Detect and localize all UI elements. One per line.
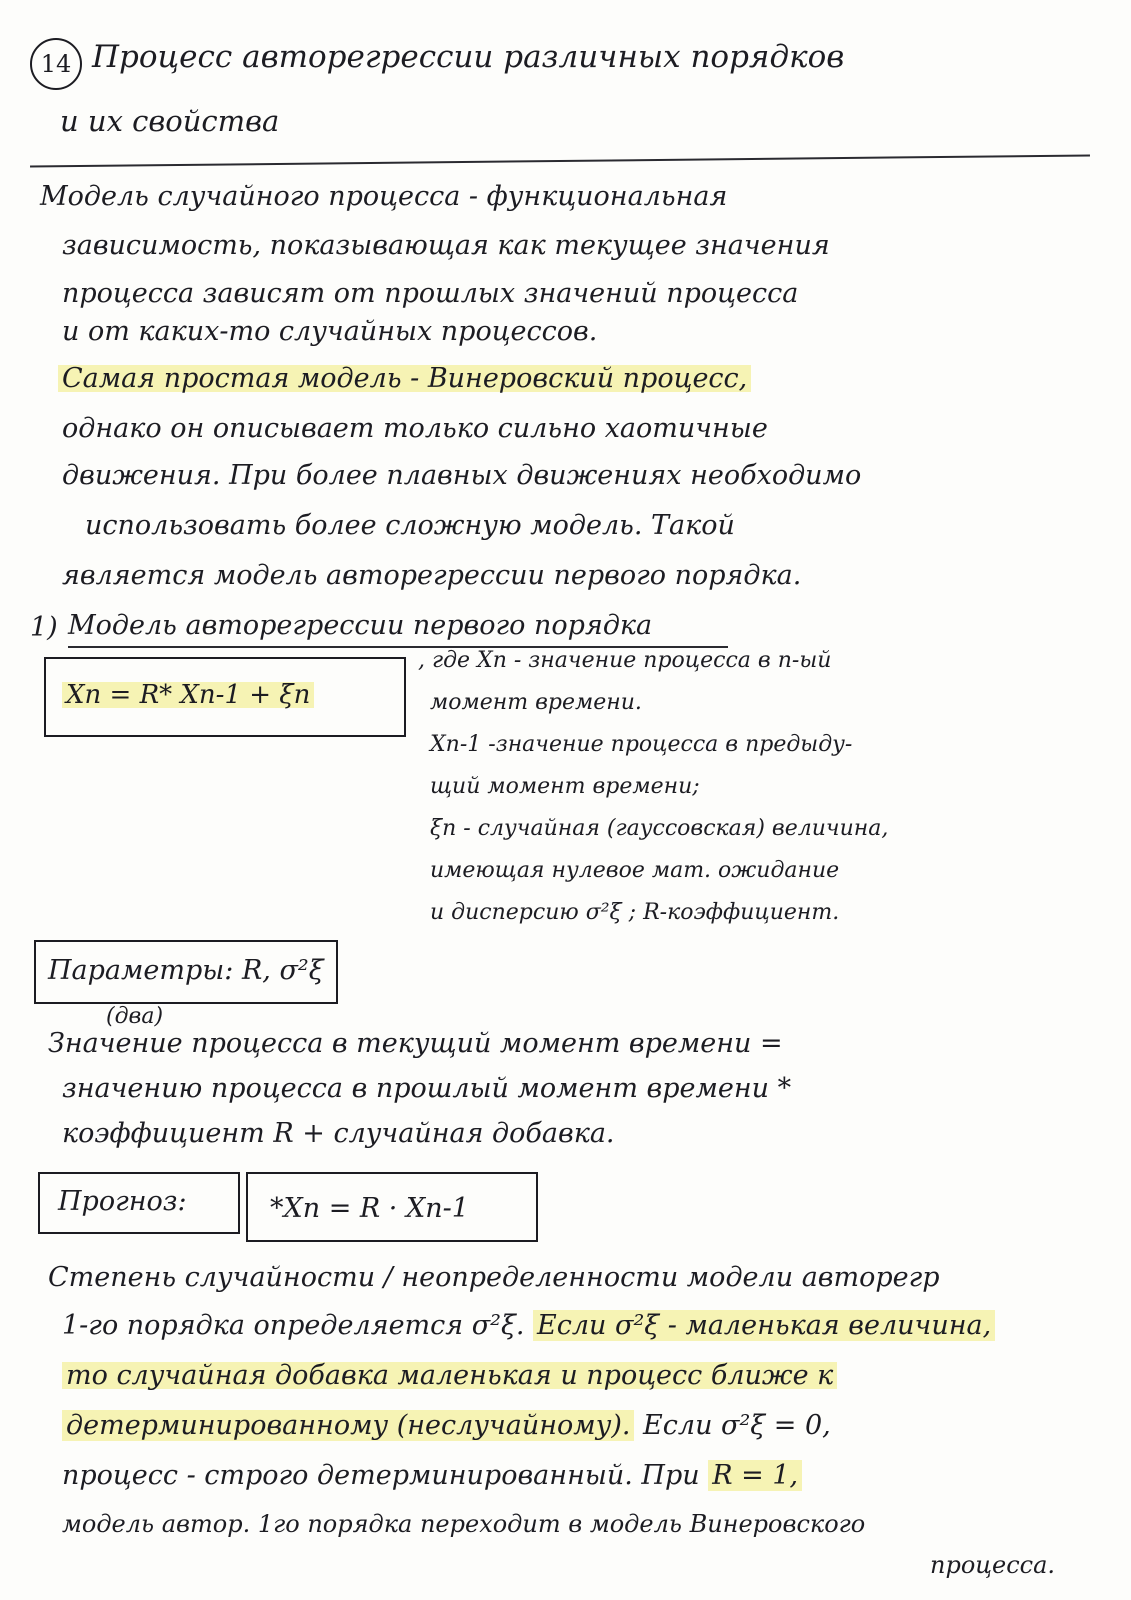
conclusion-line-6: модель автор. 1го порядка переходит в модель Винеровского	[62, 1510, 866, 1538]
conclusion-line-1: Степень случайности / неопределенности модели авторегр	[48, 1262, 940, 1293]
intro-line-4: и от каких-то случайных процессов.	[62, 316, 598, 347]
conclusion-line-5a: процесс - строго детерминированный. При	[62, 1460, 709, 1491]
ar1-desc-line-7: и дисперсию σ²ξ ; R-коэффициент.	[430, 900, 840, 925]
conclusion-line-2b: Если σ²ξ - маленькая величина,	[533, 1310, 995, 1341]
intro-line-3: процесса зависят от прошлых значений процесса	[62, 278, 799, 309]
ar1-desc-line-3: Xn-1 -значение процесса в предыду-	[430, 732, 853, 757]
params-label: Параметры: R, σ²ξ	[48, 955, 324, 986]
params-line-2: значению процесса в прошлый момент времени *	[62, 1073, 792, 1104]
ar1-formula: Xn = R* Xn-1 + ξn	[62, 682, 314, 708]
conclusion-line-3: то случайная добавка маленькая и процесс ближе к	[62, 1362, 837, 1389]
intro-line-9: является модель авторегрессии первого порядка.	[62, 560, 802, 591]
title-underline	[30, 154, 1090, 167]
conclusion-line-5	[62, 1462, 802, 1489]
conclusion-line-4	[62, 1412, 831, 1439]
conclusion-line-2	[62, 1312, 995, 1339]
intro-line-1: Модель случайного процесса - функциональная	[40, 181, 728, 212]
ar1-desc-line-6: имеющая нулевое мат. ожидание	[430, 858, 840, 883]
conclusion-line-4b: Если σ²ξ = 0,	[634, 1410, 831, 1441]
conclusion-line-2a: 1-го порядка определяется σ²ξ.	[62, 1310, 534, 1341]
section-title-line1: Процесс авторегрессии различных порядков	[92, 39, 845, 75]
intro-line-6: однако он описывает только сильно хаотичные	[62, 413, 768, 444]
intro-line-2: зависимость, показывающая как текущее значения	[62, 230, 830, 261]
forecast-label: Прогноз:	[58, 1186, 187, 1217]
conclusion-line-5b: R = 1,	[708, 1460, 802, 1491]
forecast-formula: *Xn = R · Xn-1	[270, 1193, 469, 1224]
ar1-desc-line-2: момент времени.	[430, 690, 642, 715]
intro-line-5: Самая простая модель - Винеровский процесс,	[58, 365, 751, 392]
params-line-1: Значение процесса в текущий момент времени =	[48, 1028, 783, 1059]
intro-line-8: использовать более сложную модель. Такой	[85, 510, 735, 541]
intro-line-7: движения. При более плавных движениях необходимо	[62, 460, 862, 491]
ar1-desc-line-1: , где Xn - значение процесса в n-ый	[418, 648, 832, 673]
section-title-line2: и их свойства	[60, 104, 280, 138]
ar1-heading-number: 1)	[30, 612, 58, 643]
params-line-3: коэффициент R + случайная добавка.	[62, 1118, 615, 1149]
conclusion-line-4a: детерминированному (неслучайному).	[62, 1410, 634, 1441]
ar1-desc-line-5: ξn - случайная (гауссовская) величина,	[430, 816, 889, 841]
ar1-heading: Модель авторегрессии первого порядка	[68, 610, 653, 641]
params-note: (два)	[106, 1004, 164, 1029]
ar1-desc-line-4: щий момент времени;	[430, 774, 700, 799]
section-number: 14	[30, 38, 82, 90]
conclusion-line-7: процесса.	[930, 1551, 1056, 1579]
